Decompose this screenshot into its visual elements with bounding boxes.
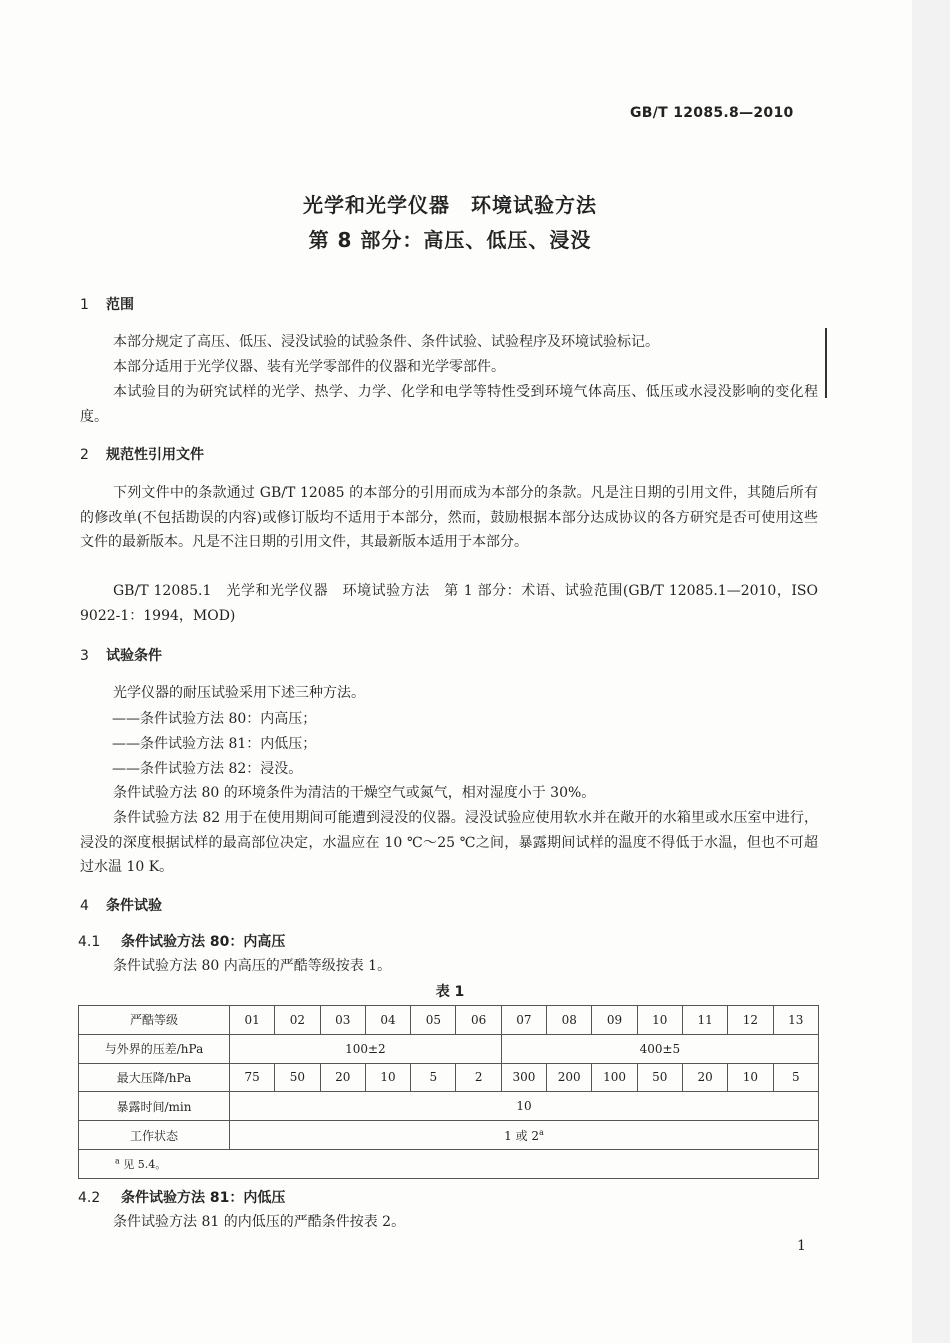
paragraph: 条件试验方法 82 用于在使用期间可能遭到浸没的仪器。浸没试验应使用软水并在敞开的水箱里或水压室中进行，浸没的深度根据试样的最高部位决定，水温应在 10 ℃～25 ℃之间，暴露期间试样的温度不得低于水温，但也不可超过水温 10 K。 xyxy=(80,810,818,875)
row-label: 工作状态 xyxy=(79,1121,230,1150)
footnote-text: 见 5.4。 xyxy=(123,1157,167,1171)
normative-reference: GB/T 12085.1 光学和光学仪器 环境试验方法 第 1 部分：术语、试验范围(GB/T 12085.1—2010，ISO 9022-1：1994，MOD) xyxy=(80,583,818,624)
revision-bar xyxy=(825,328,827,398)
section-number: 4 xyxy=(80,898,89,914)
working-state-value: 1 或 2 xyxy=(504,1128,540,1143)
table-caption: 表 1 xyxy=(435,984,465,1000)
paragraph: 条件试验方法 81 的内低压的严酷条件按表 2。 xyxy=(113,1214,406,1230)
table-cell: 200 xyxy=(547,1063,592,1092)
table-cell: 20 xyxy=(320,1063,365,1092)
subsection-title: 条件试验方法 81：内低压 xyxy=(121,1190,286,1206)
page-number: 1 xyxy=(797,1238,806,1254)
list-item: ——条件试验方法 82：浸没。 xyxy=(112,761,303,777)
table-cell: 05 xyxy=(411,1006,456,1035)
footnote-marker: a xyxy=(115,1156,120,1166)
table-row-working-state xyxy=(79,1121,819,1150)
page-edge-shadow xyxy=(912,0,950,1343)
subsection-title: 条件试验方法 80：内高压 xyxy=(121,934,286,950)
table-cell: 08 xyxy=(547,1006,592,1035)
document-title-line1: 光学和光学仪器 环境试验方法 xyxy=(303,193,597,217)
table-cell: 11 xyxy=(682,1006,727,1035)
table-cell: 10 xyxy=(728,1063,773,1092)
section-3-heading xyxy=(80,645,162,665)
row-label: 最大压降/hPa xyxy=(79,1063,230,1092)
section-title: 规范性引用文件 xyxy=(106,447,204,463)
table-cell: 300 xyxy=(501,1063,546,1092)
table-cell xyxy=(230,1121,819,1150)
table-cell: 50 xyxy=(275,1063,320,1092)
table-cell: 12 xyxy=(728,1006,773,1035)
table-row-severity xyxy=(79,1006,819,1035)
table-cell: 06 xyxy=(456,1006,501,1035)
paragraph: 本部分适用于光学仪器、装有光学零部件的仪器和光学零部件。 xyxy=(113,359,505,375)
table-cell: 10 xyxy=(230,1092,819,1121)
row-label: 严酷等级 xyxy=(79,1006,230,1035)
table-cell: 03 xyxy=(320,1006,365,1035)
section-number: 3 xyxy=(80,648,89,664)
table-cell: 2 xyxy=(456,1063,501,1092)
table-row-note xyxy=(79,1149,819,1178)
table-cell: 02 xyxy=(275,1006,320,1035)
table-cell: 50 xyxy=(637,1063,682,1092)
paragraph: 条件试验方法 80 内高压的严酷等级按表 1。 xyxy=(113,958,392,974)
paragraph: 本试验目的为研究试样的光学、热学、力学、化学和电学等特性受到环境气体高压、低压或水浸没影响的变化程度。 xyxy=(80,384,818,425)
table-cell: 75 xyxy=(230,1063,275,1092)
section-number: 2 xyxy=(80,447,89,463)
subsection-4-1-heading xyxy=(78,931,285,951)
table-cell: 5 xyxy=(411,1063,456,1092)
table-row-pressure-diff xyxy=(79,1034,819,1063)
table-cell: 400±5 xyxy=(501,1034,818,1063)
subsection-number: 4.1 xyxy=(78,934,101,950)
section-number: 1 xyxy=(80,297,89,313)
document-title-line2: 第 8 部分：高压、低压、浸没 xyxy=(308,228,592,252)
list-item: ——条件试验方法 81：内低压； xyxy=(112,736,317,752)
row-label: 与外界的压差/hPa xyxy=(79,1034,230,1063)
section-1-heading xyxy=(80,294,134,314)
table-cell: 04 xyxy=(365,1006,410,1035)
table-row-exposure-time xyxy=(79,1092,819,1121)
subsection-number: 4.2 xyxy=(78,1190,101,1206)
paragraph: 光学仪器的耐压试验采用下述三种方法。 xyxy=(113,685,365,701)
table-cell: 20 xyxy=(682,1063,727,1092)
paragraph: 下列文件中的条款通过 GB/T 12085 的本部分的引用而成为本部分的条款。凡是注日期的引用文件，其随后所有的修改单(不包括勘误的内容)或修订版均不适用于本部分，然而，鼓励根据本部分达成协议的各方研究是否可使用这些文件的最新版本。凡是不注日期的引用文件，其最新版本适用于本部分。 xyxy=(80,485,818,550)
table-cell: 09 xyxy=(592,1006,637,1035)
table-cell: 5 xyxy=(773,1063,818,1092)
footnote-marker: a xyxy=(539,1127,544,1137)
table-cell: 07 xyxy=(501,1006,546,1035)
table-footnote xyxy=(79,1149,819,1178)
table-row-max-drop xyxy=(79,1063,819,1092)
table-cell: 10 xyxy=(637,1006,682,1035)
section-title: 试验条件 xyxy=(106,648,162,664)
section-title: 范围 xyxy=(106,297,134,313)
section-2-heading xyxy=(80,444,204,464)
section-title: 条件试验 xyxy=(106,898,162,914)
table-cell: 100±2 xyxy=(230,1034,502,1063)
section-4-heading xyxy=(80,895,162,915)
severity-table xyxy=(78,1005,819,1179)
table-cell: 10 xyxy=(365,1063,410,1092)
table-cell: 13 xyxy=(773,1006,818,1035)
standard-number: GB/T 12085.8—2010 xyxy=(630,105,794,121)
row-label: 暴露时间/min xyxy=(79,1092,230,1121)
table-cell: 100 xyxy=(592,1063,637,1092)
table-cell: 01 xyxy=(230,1006,275,1035)
paragraph: 条件试验方法 80 的环境条件为清洁的干燥空气或氮气，相对湿度小于 30%。 xyxy=(113,785,596,801)
list-item: ——条件试验方法 80：内高压； xyxy=(112,711,317,727)
subsection-4-2-heading xyxy=(78,1187,285,1207)
paragraph: 本部分规定了高压、低压、浸没试验的试验条件、条件试验、试验程序及环境试验标记。 xyxy=(113,334,659,350)
